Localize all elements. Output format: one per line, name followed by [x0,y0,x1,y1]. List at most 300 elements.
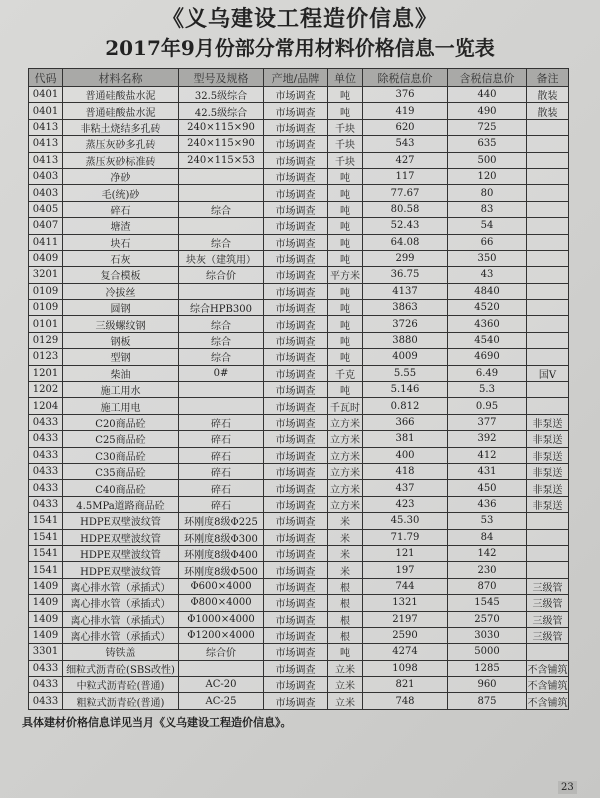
table-row [29,382,569,398]
cell-origin: 市场调查 [264,267,328,283]
table-row [29,529,569,545]
cell-price-ex-tax: 77.67 [363,185,448,201]
table-row [29,283,569,299]
cell-note [527,382,569,398]
cell-spec: 碎石 [179,431,264,447]
cell-unit: 米 [328,562,363,578]
cell-code: 0433 [29,693,63,709]
cell-material-name: 净砂 [63,168,179,184]
cell-code: 0433 [29,414,63,430]
cell-material-name: 粗粒式沥青砼(普通) [63,693,179,709]
table-row [29,185,569,201]
table-row [29,611,569,627]
cell-price-ex-tax: 543 [363,136,448,152]
cell-unit: 根 [328,611,363,627]
cell-note [527,267,569,283]
cell-price-inc-tax: 4360 [448,316,527,332]
cell-price-inc-tax: 490 [448,103,527,119]
column-header-material-name: 材料名称 [63,69,179,87]
cell-price-inc-tax: 80 [448,185,527,201]
cell-code: 1541 [29,513,63,529]
cell-unit: 吨 [328,168,363,184]
cell-code: 0409 [29,250,63,266]
cell-origin: 市场调查 [264,545,328,561]
cell-spec: 环刚度8级Φ400 [179,545,264,561]
cell-note: 非泵送 [527,463,569,479]
cell-price-ex-tax: 1321 [363,595,448,611]
cell-unit: 根 [328,578,363,594]
table-row [29,201,569,217]
cell-price-inc-tax: 66 [448,234,527,250]
cell-spec [179,168,264,184]
cell-price-ex-tax: 45.30 [363,513,448,529]
table-row [29,644,569,660]
cell-material-name: 离心排水管（承插式） [63,611,179,627]
cell-note: 散装 [527,87,569,103]
cell-origin: 市场调查 [264,365,328,381]
table-row [29,677,569,693]
cell-unit: 吨 [328,349,363,365]
cell-note: 三级管 [527,611,569,627]
cell-material-name: 三级螺纹钢 [63,316,179,332]
cell-note: 非泵送 [527,414,569,430]
cell-origin: 市场调查 [264,611,328,627]
cell-price-inc-tax: 440 [448,87,527,103]
cell-material-name: 中粒式沥青砼(普通) [63,677,179,693]
cell-unit: 立米 [328,693,363,709]
cell-price-ex-tax: 381 [363,431,448,447]
cell-price-inc-tax: 120 [448,168,527,184]
cell-spec [179,398,264,414]
footer-note: 具体建材价格信息详见当月《义乌建设工程造价信息》。 [22,716,292,729]
cell-code: 0413 [29,136,63,152]
cell-price-ex-tax: 2590 [363,627,448,643]
cell-unit: 吨 [328,103,363,119]
cell-price-ex-tax: 4009 [363,349,448,365]
cell-price-inc-tax: 230 [448,562,527,578]
cell-code: 0433 [29,447,63,463]
cell-spec: Φ1000×4000 [179,611,264,627]
table-row [29,218,569,234]
column-header-unit: 单位 [328,69,363,87]
cell-spec: 碎石 [179,463,264,479]
cell-price-ex-tax: 3726 [363,316,448,332]
cell-note: 非泵送 [527,447,569,463]
cell-note [527,562,569,578]
cell-unit: 吨 [328,283,363,299]
document-title: 《义乌建设工程造价信息》 [161,6,438,32]
table-row [29,365,569,381]
cell-spec: 0# [179,365,264,381]
cell-price-ex-tax: 744 [363,578,448,594]
cell-price-inc-tax: 412 [448,447,527,463]
column-header-code: 代码 [29,69,63,87]
cell-price-ex-tax: 36.75 [363,267,448,283]
cell-unit: 立方米 [328,414,363,430]
cell-code: 1409 [29,627,63,643]
cell-price-ex-tax: 423 [363,496,448,512]
cell-price-ex-tax: 400 [363,447,448,463]
cell-spec: Φ600×4000 [179,578,264,594]
cell-price-inc-tax: 142 [448,545,527,561]
cell-price-inc-tax: 392 [448,431,527,447]
table-row [29,250,569,266]
cell-origin: 市场调查 [264,234,328,250]
cell-note [527,201,569,217]
cell-origin: 市场调查 [264,250,328,266]
cell-price-ex-tax: 419 [363,103,448,119]
cell-spec: 碎石 [179,414,264,430]
cell-price-inc-tax: 53 [448,513,527,529]
cell-material-name: 离心排水管（承插式） [63,627,179,643]
cell-note [527,398,569,414]
cell-material-name: 离心排水管（承插式） [63,578,179,594]
cell-origin: 市场调查 [264,463,328,479]
cell-origin: 市场调查 [264,595,328,611]
cell-note [527,300,569,316]
cell-origin: 市场调查 [264,218,328,234]
cell-unit: 米 [328,529,363,545]
cell-spec: 240×115×53 [179,152,264,168]
cell-material-name: 塘渣 [63,218,179,234]
cell-material-name: 柴油 [63,365,179,381]
cell-spec: 块灰（建筑用） [179,250,264,266]
cell-unit: 米 [328,545,363,561]
cell-material-name: C30商品砼 [63,447,179,463]
cell-note [527,545,569,561]
cell-price-inc-tax: 960 [448,677,527,693]
cell-price-inc-tax: 43 [448,267,527,283]
table-row [29,693,569,709]
cell-note [527,168,569,184]
cell-material-name: 毛(统)砂 [63,185,179,201]
cell-price-ex-tax: 821 [363,677,448,693]
cell-unit: 吨 [328,201,363,217]
cell-material-name: C40商品砼 [63,480,179,496]
cell-origin: 市场调查 [264,562,328,578]
cell-unit: 根 [328,627,363,643]
cell-origin: 市场调查 [264,349,328,365]
cell-price-inc-tax: 83 [448,201,527,217]
cell-origin: 市场调查 [264,693,328,709]
cell-unit: 千块 [328,136,363,152]
cell-material-name: 非粘土烧结多孔砖 [63,119,179,135]
cell-unit: 吨 [328,382,363,398]
cell-unit: 吨 [328,185,363,201]
cell-unit: 立方米 [328,431,363,447]
cell-price-inc-tax: 1545 [448,595,527,611]
cell-material-name: 施工用电 [63,398,179,414]
cell-unit: 吨 [328,332,363,348]
cell-origin: 市场调查 [264,398,328,414]
table-row [29,578,569,594]
cell-origin: 市场调查 [264,496,328,512]
cell-code: 0403 [29,168,63,184]
cell-price-inc-tax: 350 [448,250,527,266]
cell-note [527,136,569,152]
table-row [29,87,569,103]
cell-material-name: HDPE双壁波纹管 [63,513,179,529]
cell-material-name: 普通硅酸盐水泥 [63,87,179,103]
cell-origin: 市场调查 [264,644,328,660]
cell-spec: 综合价 [179,267,264,283]
cell-spec [179,382,264,398]
cell-origin: 市场调查 [264,136,328,152]
cell-code: 3301 [29,644,63,660]
cell-price-inc-tax: 0.95 [448,398,527,414]
cell-unit: 立方米 [328,463,363,479]
cell-origin: 市场调查 [264,513,328,529]
cell-origin: 市场调查 [264,103,328,119]
cell-unit: 立米 [328,677,363,693]
cell-material-name: 圆钢 [63,300,179,316]
cell-price-ex-tax: 2197 [363,611,448,627]
cell-code: 1204 [29,398,63,414]
cell-spec: 碎石 [179,447,264,463]
cell-origin: 市场调查 [264,300,328,316]
cell-spec [179,185,264,201]
cell-price-inc-tax: 450 [448,480,527,496]
cell-code: 0401 [29,103,63,119]
cell-price-ex-tax: 3880 [363,332,448,348]
cell-spec: 42.5级综合 [179,103,264,119]
cell-code: 0403 [29,185,63,201]
cell-code: 0129 [29,332,63,348]
cell-price-inc-tax: 5000 [448,644,527,660]
cell-origin: 市场调查 [264,431,328,447]
cell-price-ex-tax: 5.55 [363,365,448,381]
cell-unit: 根 [328,595,363,611]
cell-material-name: C20商品砼 [63,414,179,430]
cell-spec: AC-25 [179,693,264,709]
cell-note [527,283,569,299]
column-header-spec: 型号及规格 [179,69,264,87]
cell-code: 0413 [29,152,63,168]
cell-spec: 综合HPB300 [179,300,264,316]
table-row [29,660,569,676]
cell-code: 0433 [29,496,63,512]
cell-origin: 市场调查 [264,185,328,201]
cell-origin: 市场调查 [264,447,328,463]
table-row [29,300,569,316]
cell-code: 1409 [29,611,63,627]
cell-price-ex-tax: 0.812 [363,398,448,414]
cell-material-name: HDPE双壁波纹管 [63,545,179,561]
cell-note [527,185,569,201]
cell-price-ex-tax: 52.43 [363,218,448,234]
cell-price-ex-tax: 418 [363,463,448,479]
table-row [29,398,569,414]
cell-material-name: C35商品砼 [63,463,179,479]
cell-price-ex-tax: 299 [363,250,448,266]
cell-code: 0413 [29,119,63,135]
cell-price-ex-tax: 4274 [363,644,448,660]
cell-spec: 240×115×90 [179,119,264,135]
cell-origin: 市场调查 [264,87,328,103]
cell-origin: 市场调查 [264,480,328,496]
cell-note [527,152,569,168]
cell-unit: 平方米 [328,267,363,283]
cell-price-inc-tax: 2570 [448,611,527,627]
cell-code: 1409 [29,595,63,611]
cell-price-inc-tax: 377 [448,414,527,430]
cell-code: 3201 [29,267,63,283]
cell-code: 1202 [29,382,63,398]
cell-price-ex-tax: 620 [363,119,448,135]
cell-price-ex-tax: 64.08 [363,234,448,250]
cell-price-inc-tax: 436 [448,496,527,512]
cell-origin: 市场调查 [264,677,328,693]
cell-note: 三级管 [527,578,569,594]
cell-price-ex-tax: 197 [363,562,448,578]
cell-code: 0433 [29,660,63,676]
cell-material-name: HDPE双壁波纹管 [63,529,179,545]
cell-code: 0109 [29,283,63,299]
table-row [29,316,569,332]
table-row [29,431,569,447]
cell-code: 0411 [29,234,63,250]
table-row [29,447,569,463]
cell-code: 0433 [29,480,63,496]
cell-price-inc-tax: 1285 [448,660,527,676]
cell-material-name: 钢板 [63,332,179,348]
cell-price-inc-tax: 4840 [448,283,527,299]
cell-price-inc-tax: 635 [448,136,527,152]
cell-note [527,250,569,266]
cell-note: 散装 [527,103,569,119]
column-header-price-inc-tax: 含税信息价 [448,69,527,87]
cell-price-inc-tax: 725 [448,119,527,135]
cell-note [527,644,569,660]
table-row [29,480,569,496]
cell-price-ex-tax: 5.146 [363,382,448,398]
cell-price-ex-tax: 427 [363,152,448,168]
cell-note: 不含铺筑 [527,660,569,676]
cell-note [527,513,569,529]
cell-code: 0405 [29,201,63,217]
cell-note [527,119,569,135]
cell-unit: 千克 [328,365,363,381]
cell-origin: 市场调查 [264,627,328,643]
column-header-origin: 产地/品牌 [264,69,328,87]
cell-code: 0433 [29,463,63,479]
cell-code: 1541 [29,529,63,545]
table-header-row [29,69,569,87]
cell-origin: 市场调查 [264,332,328,348]
cell-origin: 市场调查 [264,414,328,430]
cell-price-inc-tax: 4520 [448,300,527,316]
cell-spec [179,218,264,234]
table-row [29,562,569,578]
cell-price-inc-tax: 870 [448,578,527,594]
cell-spec [179,660,264,676]
cell-unit: 吨 [328,87,363,103]
cell-note [527,529,569,545]
cell-origin: 市场调查 [264,578,328,594]
cell-code: 0109 [29,300,63,316]
cell-note: 非泵送 [527,496,569,512]
cell-origin: 市场调查 [264,168,328,184]
table-row [29,496,569,512]
cell-material-name: 块石 [63,234,179,250]
cell-unit: 千块 [328,152,363,168]
cell-material-name: C25商品砼 [63,431,179,447]
cell-material-name: 细粒式沥青砼(SBS改性) [63,660,179,676]
cell-spec: 碎石 [179,480,264,496]
cell-price-ex-tax: 3863 [363,300,448,316]
table-row [29,136,569,152]
cell-code: 0433 [29,431,63,447]
cell-note: 不含铺筑 [527,677,569,693]
cell-origin: 市场调查 [264,660,328,676]
table-row [29,627,569,643]
cell-note [527,332,569,348]
cell-material-name: 石灰 [63,250,179,266]
cell-note: 国V [527,365,569,381]
cell-origin: 市场调查 [264,283,328,299]
cell-origin: 市场调查 [264,382,328,398]
cell-price-inc-tax: 84 [448,529,527,545]
table-row [29,267,569,283]
cell-price-inc-tax: 875 [448,693,527,709]
cell-spec: 240×115×90 [179,136,264,152]
cell-unit: 立方米 [328,480,363,496]
cell-note [527,316,569,332]
cell-note: 不含铺筑 [527,693,569,709]
cell-origin: 市场调查 [264,316,328,332]
cell-unit: 立方米 [328,496,363,512]
cell-price-inc-tax: 4690 [448,349,527,365]
table-row [29,513,569,529]
cell-material-name: 离心排水管（承插式） [63,595,179,611]
cell-origin: 市场调查 [264,152,328,168]
cell-material-name: 型钢 [63,349,179,365]
cell-spec: 综合 [179,349,264,365]
cell-material-name: 4.5MPa道路商品砼 [63,496,179,512]
cell-unit: 吨 [328,644,363,660]
cell-price-ex-tax: 80.58 [363,201,448,217]
cell-unit: 吨 [328,300,363,316]
cell-spec: 32.5级综合 [179,87,264,103]
table-row [29,332,569,348]
cell-note: 非泵送 [527,480,569,496]
cell-material-name: 施工用水 [63,382,179,398]
cell-note [527,234,569,250]
cell-unit: 立米 [328,660,363,676]
table-row [29,595,569,611]
cell-material-name: 冷拔丝 [63,283,179,299]
table-row [29,349,569,365]
cell-spec: 环刚度8级Φ500 [179,562,264,578]
cell-price-ex-tax: 117 [363,168,448,184]
cell-price-ex-tax: 71.79 [363,529,448,545]
cell-code: 0407 [29,218,63,234]
cell-origin: 市场调查 [264,529,328,545]
table-row [29,463,569,479]
cell-origin: 市场调查 [264,119,328,135]
cell-price-ex-tax: 376 [363,87,448,103]
cell-spec: Φ800×4000 [179,595,264,611]
cell-unit: 吨 [328,218,363,234]
cell-spec: 综合 [179,332,264,348]
cell-price-inc-tax: 3030 [448,627,527,643]
cell-material-name: 普通硅酸盐水泥 [63,103,179,119]
cell-unit: 米 [328,513,363,529]
cell-price-ex-tax: 121 [363,545,448,561]
cell-unit: 千瓦时 [328,398,363,414]
cell-material-name: 铸铁盖 [63,644,179,660]
cell-price-ex-tax: 437 [363,480,448,496]
